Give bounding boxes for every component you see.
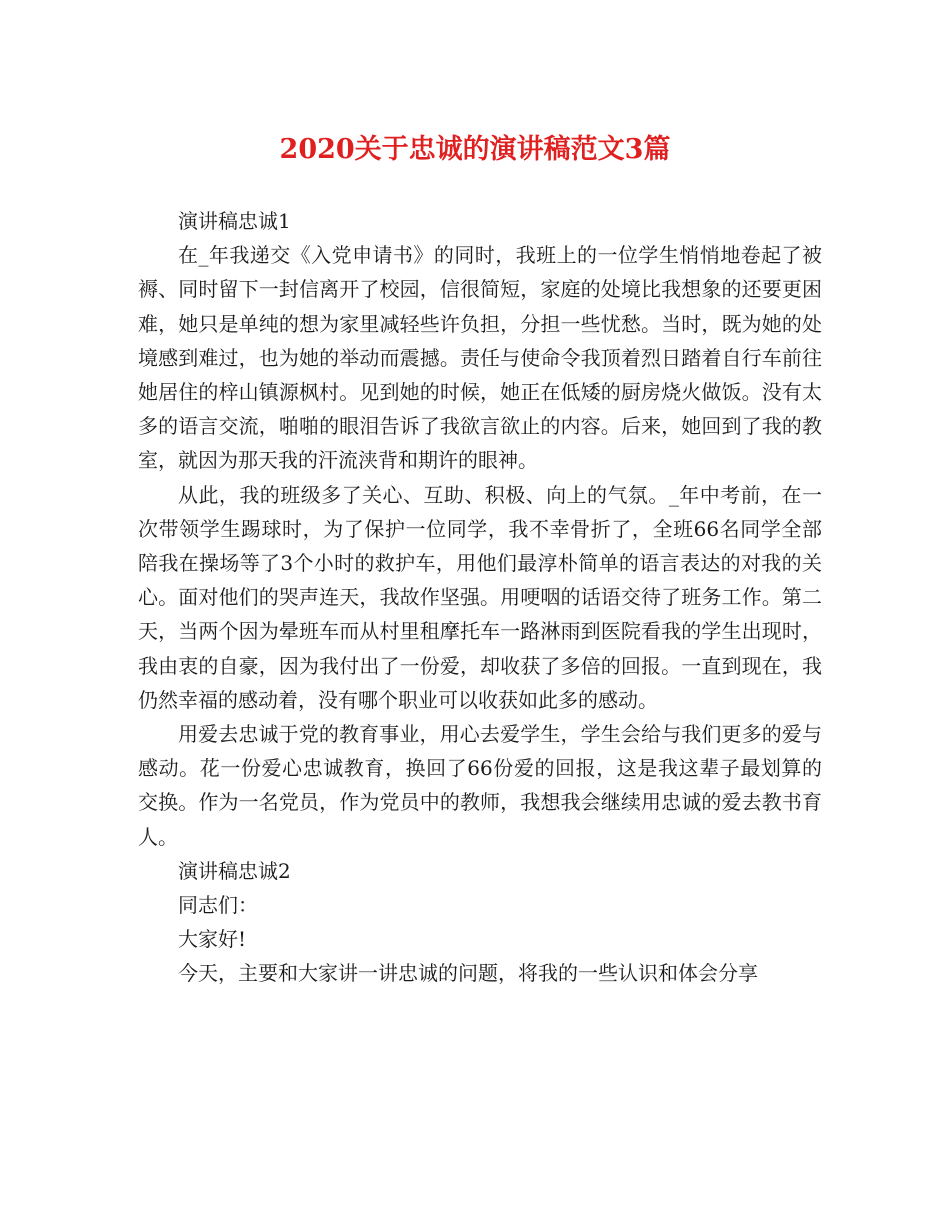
- document-title: 2020关于忠诚的演讲稿范文3篇: [279, 134, 671, 165]
- section-heading-1: 演讲稿忠诚1: [178, 209, 291, 233]
- paragraph: 今天，主要和大家讲一讲忠诚的问题，将我的一些认识和体会分享: [178, 961, 758, 986]
- section-heading-2: 演讲稿忠诚2: [178, 858, 291, 883]
- document-body: [138, 204, 822, 991]
- salutation: 同志们：: [178, 893, 258, 918]
- paragraph: 在_年我递交《入党申请书》的同时，我班上的一位学生悄悄地卷起了被褥、同时留下一封信离开了校园，信很简短，家庭的处境比我想象的还要更困难，她只是单纯的想为家里减轻些许负担，分担一些忧愁。当时，既为她的处境感到难过，也为她的举动而震撼。责任与使命令我顶着烈日踏着自行车前往她居住的梓山镇源枫村。见到她的时候，她正在低矮的厨房烧火做饭。没有太多的语言交流，啪啪的眼泪告诉了我欲言欲止的内容。后来，她回到了我的教室，就因为那天我的汗流浃背和期许的眼神。: [138, 243, 822, 473]
- paragraph: 从此，我的班级多了关心、互助、积极、向上的气氛。_年中考前，在一次带领学生踢球时，为了保护一位同学，我不幸骨折了，全班66名同学全部陪我在操场等了3个小时的救护车，用他们最淳朴简单的语言表达的对我的关心。面对他们的哭声连天，我故作坚强。用哽咽的话语交待了班务工作。第二天，当两个因为晕班车而从村里租摩托车一路淋雨到医院看我的学生出现时，我由衷的自豪，因为我付出了一份爱，却收获了多倍的回报。一直到现在，我仍然幸福的感动着，没有哪个职业可以收获如此多的感动。: [138, 482, 822, 712]
- paragraph: 用爱去忠诚于党的教育事业，用心去爱学生，学生会给与我们更多的爱与感动。花一份爱心忠诚教育，换回了66份爱的回报，这是我这辈子最划算的交换。作为一名党员，作为党员中的教师，我想我会继续用忠诚的爱去教书育人。: [138, 722, 822, 849]
- greeting: 大家好!: [178, 927, 247, 952]
